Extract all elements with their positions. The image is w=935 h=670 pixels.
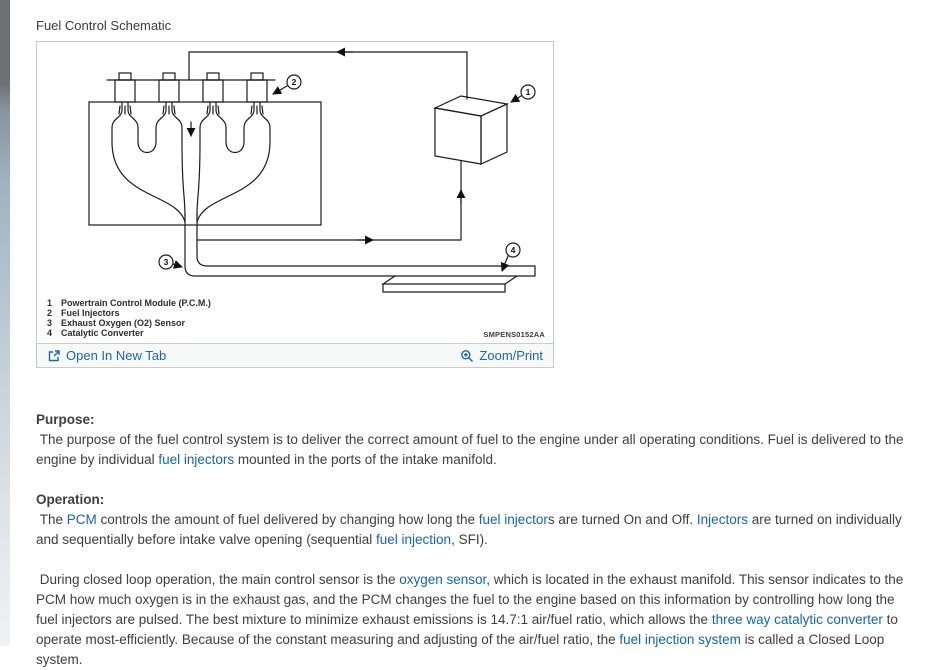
- diagram-legend: [37, 296, 553, 343]
- legend-number: 4: [47, 328, 53, 338]
- text-segment: mounted in the ports of the intake manifold.: [234, 452, 497, 467]
- operation-heading: Operation:: [36, 492, 105, 507]
- text-link[interactable]: oxygen sensor: [399, 572, 487, 587]
- legend-label: Powertrain Control Module (P.C.M.): [61, 298, 211, 308]
- operation-paragraph: [36, 510, 912, 550]
- page-left-border: [0, 0, 10, 646]
- schematic-card-footer: [37, 343, 553, 367]
- legend-number: 2: [47, 308, 53, 318]
- text-segment: controls the amount of fuel delivered by changing how long the: [96, 512, 479, 527]
- callout-number-3: 3: [163, 257, 169, 267]
- legend-number: 1: [47, 298, 53, 308]
- legend-label: Catalytic Converter: [61, 328, 144, 338]
- callout-number-4: 4: [510, 245, 516, 255]
- fuel-injector-3: [203, 80, 223, 102]
- article-body: [36, 410, 912, 670]
- legend-item: [47, 298, 547, 308]
- wire-pcm-to-injectors: [189, 52, 467, 99]
- page-content: [36, 10, 912, 670]
- schematic-card: [36, 41, 554, 368]
- legend-item: [47, 308, 547, 318]
- closed-loop-paragraph: [36, 570, 912, 670]
- engine-outline: [89, 102, 321, 225]
- schematic-image: [37, 42, 553, 343]
- text-link[interactable]: fuel injectors: [158, 452, 235, 467]
- legend-label: Fuel Injectors: [61, 308, 120, 318]
- pcm-box: [435, 96, 507, 116]
- zoom-print-link[interactable]: [460, 348, 543, 363]
- legend-item: [47, 318, 547, 328]
- page-title: Fuel Control Schematic: [36, 18, 172, 33]
- text-segment: The purpose of the fuel control system is to deliver the correct amount of fuel to the engine under all operating conditions. Fuel is delivered to the engine by individual: [36, 432, 908, 467]
- wire-sensor-to-pcm: [197, 161, 461, 240]
- callout-number-2: 2: [291, 77, 297, 87]
- legend-number: 3: [47, 318, 53, 328]
- text-link[interactable]: fuel injection: [376, 532, 452, 547]
- legend-item: [47, 328, 547, 338]
- text-link[interactable]: fuel injector: [478, 512, 548, 527]
- text-segment: The: [36, 512, 67, 527]
- text-link[interactable]: fuel injection system: [619, 632, 741, 647]
- fuel-injector-4: [247, 80, 267, 102]
- purpose-heading: Purpose:: [36, 412, 95, 427]
- open-in-new-tab-link[interactable]: [47, 348, 166, 363]
- legend-label: Exhaust Oxygen (O2) Sensor: [61, 318, 186, 328]
- fuel-control-diagram: [37, 44, 553, 296]
- text-segment: are turned on individually and sequentially before intake valve opening (sequential: [36, 512, 906, 547]
- diagram-watermark: SMPENS0152AA: [483, 330, 545, 339]
- text-link[interactable]: Injectors: [696, 512, 748, 527]
- open-in-new-icon: [47, 349, 61, 363]
- open-in-new-tab-label: Open In New Tab: [66, 348, 167, 363]
- text-segment: is called a Closed Loop system.: [36, 632, 889, 667]
- text-segment: During closed loop operation, the main control sensor is the: [36, 572, 400, 587]
- text-segment: to operate most-efficiently. Because of the constant measuring and adjusting of the air/fuel ratio, the: [36, 612, 902, 647]
- exhaust-pipe: [185, 214, 535, 276]
- purpose-paragraph: [36, 430, 912, 470]
- text-link[interactable]: three way catalytic converter: [711, 612, 883, 627]
- text-segment: , SFI).: [451, 532, 488, 547]
- text-segment: s are turned On and Off.: [547, 512, 697, 527]
- zoom-plus-icon: [460, 349, 474, 363]
- text-link[interactable]: PCM: [66, 512, 97, 527]
- catalytic-converter: [383, 276, 517, 284]
- text-segment: , which is located in the exhaust manifold. This sensor indicates to the PCM how much oxygen is in the exhaust gas, and the PCM changes the fuel to the engine based on this information by controlling how long the fuel injectors are pulsed. The best mixture to minimize exhaust emissions is 14.7:1 air/fuel ratio, which allows the: [36, 572, 908, 627]
- fuel-injector-2: [159, 80, 179, 102]
- callout-number-1: 1: [525, 87, 531, 97]
- fuel-injector-1: [115, 80, 135, 102]
- zoom-print-label: Zoom/Print: [479, 348, 543, 363]
